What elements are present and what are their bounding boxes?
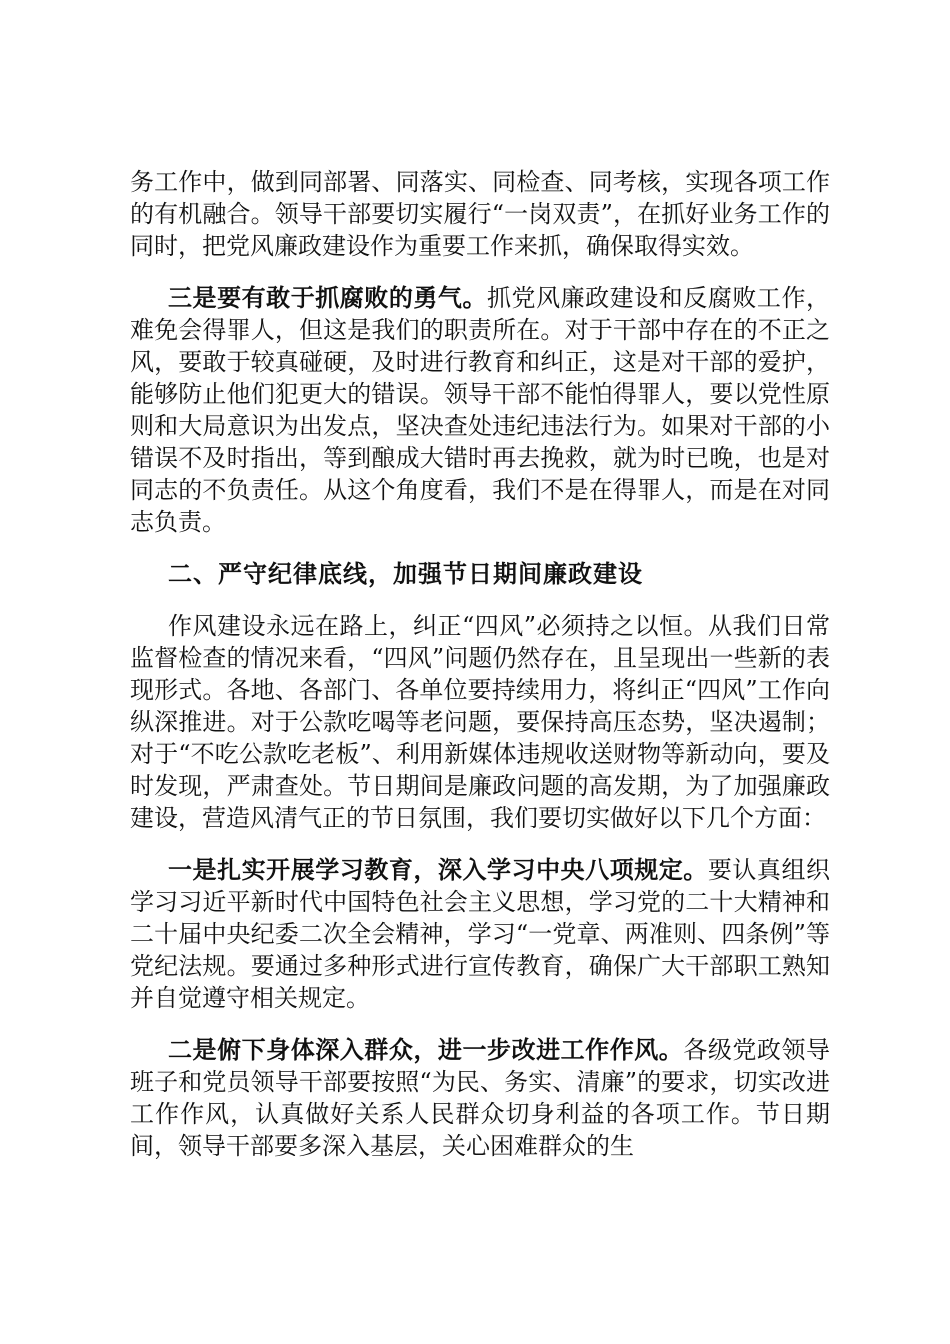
paragraph-lead: 三是要有敢于抓腐败的勇气。 [168,283,487,312]
paragraph-lead: 二是俯下身体深入群众，进一步改进工作作风。 [168,1035,684,1064]
paragraph-text: 要认真组织学习习近平新时代中国特色社会主义思想，学习党的二十大精神和二十届中央纪委二次全会精神，学习“一党章、两准则、四条例”等党纪法规。要通过多种形式进行宣传教育，确保广大干部职工熟知并自觉遵守相关规定。 [130,856,831,1012]
paragraph-lead: 一是扎实开展学习教育，深入学习中央八项规定。 [168,855,708,884]
paragraph-text: 抓党风廉政建设和反腐败工作，难免会得罪人，但这是我们的职责所在。对于干部中存在的不正之风，要敢于较真碰硬，及时进行教育和纠正，这是对干部的爱护，能够防止他们犯更大的错误。领导干部不能怕得罪人，要以党性原则和大局意识为出发点，坚决查处违纪违法行为。如果对干部的小错误不及时指出，等到酿成大错时再去挽救，就为时已晚，也是对同志的不负责任。从这个角度看，我们不是在得罪人，而是在对同志负责。 [130,284,830,536]
paragraph-text: 作风建设永远在路上，纠正“四风”必须持之以恒。从我们日常监督检查的情况来看，“四风”问题仍然存在，且呈现出一些新的表现形式。各地、各部门、各单位要持续用力，将纠正“四风”工作向纵深推进。对于公款吃喝等老问题，要保持高压态势，坚决遏制；对于“不吃公款吃老板”、利用新媒体违规收送财物等新动向，要及时发现，严肃查处。节日期间是廉政问题的高发期，为了加强廉政建设，营造风清气正的节日氛围，我们要切实做好以下几个方面： [130,612,830,832]
section-heading: 二、严守纪律底线，加强节日期间廉政建设 [168,559,643,588]
paragraph-point-two [130,1034,830,1162]
paragraph-text: 务工作中，做到同部署、同落实、同检查、同考核，实现各项工作的有机融合。领导干部要切实履行“一岗双责”，在抓好业务工作的同时，把党风廉政建设作为重要工作来抓，确保取得实效。 [130,168,830,260]
paragraph-point-one [130,854,830,1014]
paragraph-four-winds [130,610,830,834]
paragraph-continuation [130,166,830,262]
paragraph-text: 各级党政领导班子和党员领导干部要按照“为民、务实、清廉”的要求，切实改进工作作风，认真做好关系人民群众切身利益的各项工作。节日期间，领导干部要多深入基层，关心困难群众的生 [130,1036,831,1160]
paragraph-point-three [130,282,830,538]
document-page [130,166,830,1182]
